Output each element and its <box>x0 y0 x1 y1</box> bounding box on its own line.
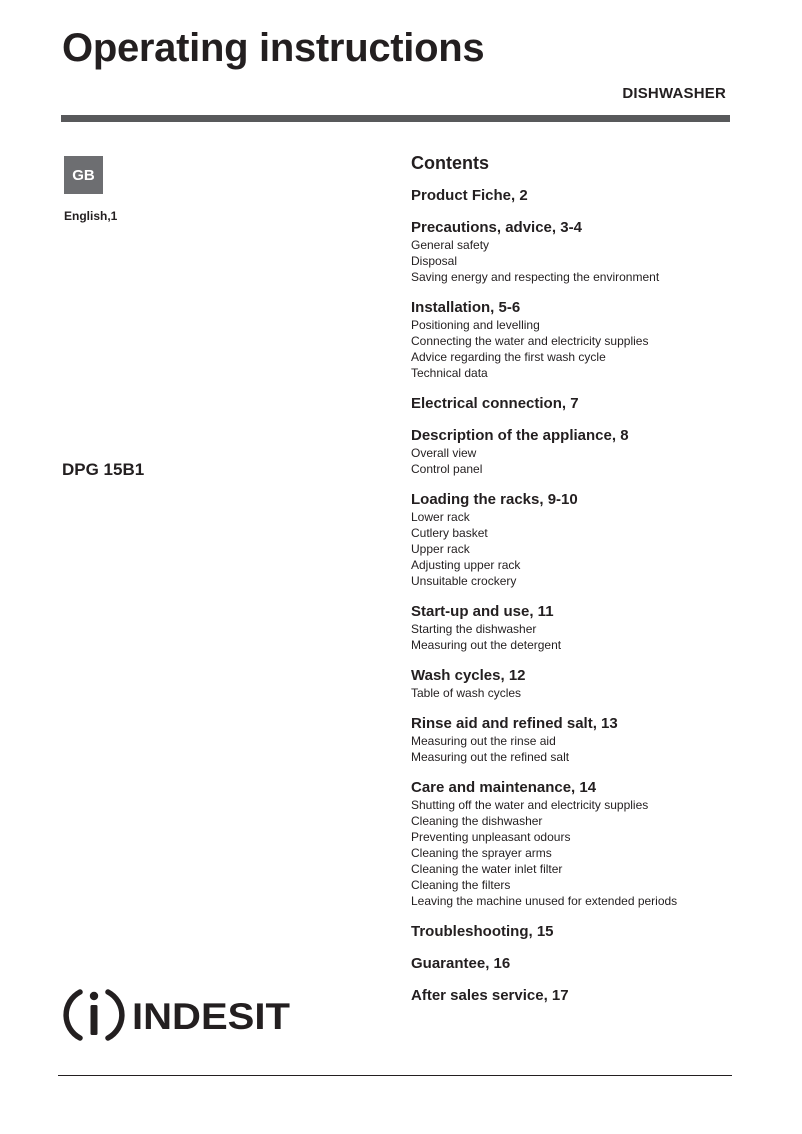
contents-section-title[interactable]: Electrical connection, 7 <box>411 395 579 412</box>
contents-subitem[interactable]: Advice regarding the first wash cycle <box>411 350 606 364</box>
footer-divider <box>58 1075 732 1076</box>
contents-heading: Contents <box>411 153 489 173</box>
contents-subitem[interactable]: Unsuitable crockery <box>411 574 517 588</box>
contents-section-title[interactable]: Loading the racks, 9-10 <box>411 491 578 508</box>
contents-section-title[interactable]: Rinse aid and refined salt, 13 <box>411 715 618 732</box>
svg-text:INDESIT: INDESIT <box>132 996 291 1037</box>
contents-subitem[interactable]: Cleaning the filters <box>411 878 511 892</box>
contents-section-title[interactable]: Installation, 5-6 <box>411 299 521 316</box>
contents-subitem[interactable]: Leaving the machine unused for extended periods <box>411 894 678 908</box>
contents-subitem[interactable]: Table of wash cycles <box>411 686 522 700</box>
contents-subitem[interactable]: Shutting off the water and electricity supplies <box>411 798 649 812</box>
contents-section-title[interactable]: Care and maintenance, 14 <box>411 779 597 796</box>
contents-section-title[interactable]: Troubleshooting, 15 <box>411 923 554 940</box>
contents-subitem[interactable]: Overall view <box>411 446 477 460</box>
contents-section-title[interactable]: After sales service, 17 <box>411 987 569 1004</box>
contents-subitem[interactable]: Starting the dishwasher <box>411 622 537 636</box>
contents-subitem[interactable]: Disposal <box>411 254 458 268</box>
contents-subitem[interactable]: Cleaning the dishwasher <box>411 814 543 828</box>
contents-subitem[interactable]: Cutlery basket <box>411 526 488 540</box>
contents-subitem[interactable]: Upper rack <box>411 542 470 556</box>
contents-subitem[interactable]: Measuring out the rinse aid <box>411 734 556 748</box>
contents-subitem[interactable]: Cleaning the water inlet filter <box>411 862 563 876</box>
contents-section <box>411 427 741 477</box>
contents-subitem[interactable]: Cleaning the sprayer arms <box>411 846 552 860</box>
contents-section-title[interactable]: Start-up and use, 11 <box>411 603 554 620</box>
product-type-label: DISHWASHER <box>622 85 726 102</box>
contents-subitem[interactable]: General safety <box>411 238 490 252</box>
contents-section-title[interactable]: Precautions, advice, 3-4 <box>411 219 582 236</box>
contents-section <box>411 667 741 701</box>
header-divider <box>61 115 730 122</box>
contents-subitem[interactable]: Adjusting upper rack <box>411 558 521 572</box>
contents-subitem[interactable]: Positioning and levelling <box>411 318 540 332</box>
contents-section <box>411 987 741 1005</box>
page-title: Operating instructions <box>62 26 485 70</box>
contents-section-title[interactable]: Guarantee, 16 <box>411 955 511 972</box>
contents-subitem[interactable]: Preventing unpleasant odours <box>411 830 571 844</box>
contents-section <box>411 219 741 285</box>
language-badge: GB <box>64 156 103 194</box>
contents-subitem[interactable]: Measuring out the detergent <box>411 638 562 652</box>
contents-subitem[interactable]: Connecting the water and electricity supplies <box>411 334 649 348</box>
contents-sections <box>411 187 741 1005</box>
contents-subitem[interactable]: Technical data <box>411 366 488 380</box>
contents-section <box>411 491 741 589</box>
language-link[interactable]: English,1 <box>64 209 118 223</box>
contents-section-title[interactable]: Product Fiche, 2 <box>411 187 528 204</box>
model-number: DPG 15B1 <box>62 460 145 479</box>
contents-subitem[interactable]: Measuring out the refined salt <box>411 750 570 764</box>
contents-section <box>411 187 741 205</box>
contents-section <box>411 955 741 973</box>
contents-subitem[interactable]: Saving energy and respecting the environment <box>411 270 660 284</box>
contents-subitem[interactable]: Lower rack <box>411 510 470 524</box>
contents-section <box>411 715 741 765</box>
contents-subitem[interactable]: Control panel <box>411 462 483 476</box>
contents-section <box>411 603 741 653</box>
contents-section-title[interactable]: Wash cycles, 12 <box>411 667 526 684</box>
contents-section-title[interactable]: Description of the appliance, 8 <box>411 427 629 444</box>
contents-section <box>411 299 741 381</box>
table-of-contents <box>411 152 741 1019</box>
indesit-logo <box>62 983 294 1045</box>
contents-section <box>411 779 741 909</box>
contents-section <box>411 923 741 941</box>
contents-section <box>411 395 741 413</box>
